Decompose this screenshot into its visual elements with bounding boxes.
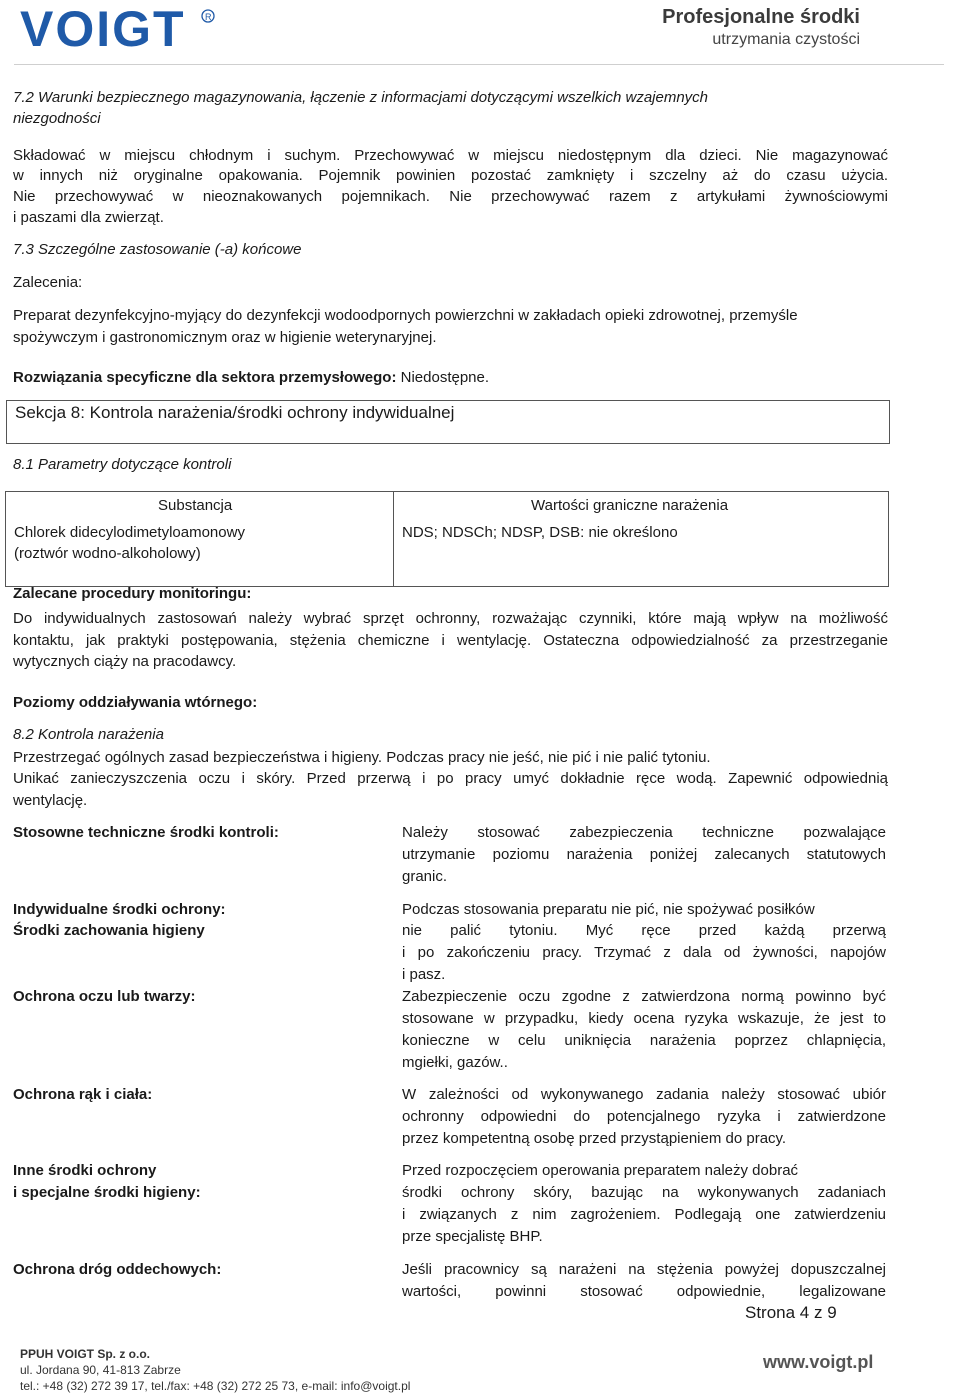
- control-text-line: mgiełki, gazów..: [402, 1054, 508, 1071]
- control-text-line: Podczas stosowania preparatu nie pić, nie spożywać posiłków: [402, 901, 815, 918]
- control-text-line: ochronny odpowiedni do potencjalnego ryzyka i zatwierdzone: [402, 1108, 886, 1125]
- control-label: Stosowne techniczne środki kontroli:: [13, 824, 279, 841]
- exposure-control-line: Unikać zanieczyszczenia oczu i skóry. Przed przerwą i po pracy umyć dokładnie ręce wodą. Zapewnić odpowiednią: [13, 770, 888, 787]
- control-text-line: Jeśli pracownicy są narażeni na stężenia powyżej dopuszczalnej: [402, 1261, 886, 1278]
- section-8-box: [6, 400, 890, 444]
- control-text-line: Przed rozpoczęciem operowania preparatem należy dobrać: [402, 1162, 799, 1179]
- control-text-line: W zależności od wykonywanego zadania należy stosować ubiór: [402, 1086, 886, 1103]
- footer-contact: [20, 1346, 410, 1394]
- section-7-3-heading: 7.3 Szczególne zastosowanie (-a) końcowe: [13, 241, 302, 258]
- header-divider: [14, 64, 944, 65]
- control-label: Inne środki ochrony: [13, 1162, 157, 1179]
- table-cell-substance-cont: (roztwór wodno-alkoholowy): [14, 545, 201, 562]
- logo-text: VOIGT: [20, 4, 186, 52]
- sector-label: Rozwiązania specyficzne dla sektora przemysłowego:: [13, 369, 397, 386]
- footer-website-link[interactable]: www.voigt.pl: [763, 1352, 874, 1372]
- control-text-line: granic.: [402, 868, 448, 885]
- exposure-control-line: wentylację.: [13, 792, 88, 809]
- section-8-2-heading: 8.2 Kontrola narażenia: [13, 726, 164, 743]
- control-label: Ochrona oczu lub twarzy:: [13, 988, 196, 1005]
- section-8-1-heading: 8.1 Parametry dotyczące kontroli: [13, 456, 232, 473]
- use-text-line: Preparat dezynfekcyjno-myjący do dezynfekcji wodoodpornych powierzchni w zakładach opieki zdrowotnej, przemyśle: [13, 307, 798, 324]
- monitoring-text-line: kontaktu, jak praktyki postępowania, stężenia chemiczne i wentylację. Ostateczna odpowiedzialność za przestrzeganie: [13, 632, 888, 649]
- table-header-substance: Substancja: [158, 497, 233, 514]
- control-label-cont: Środki zachowania higieny: [13, 922, 205, 939]
- table-divider: [393, 492, 394, 586]
- monitoring-text-line: wytycznych ciąży na pracodawcy.: [13, 653, 237, 670]
- footer-address: ul. Jordana 90, 41-813 Zabrze: [20, 1363, 181, 1377]
- header-title: Profesjonalne środki: [662, 6, 860, 28]
- control-text-line: Należy stosować zabezpieczenia techniczne pozwalające: [402, 824, 886, 841]
- section-7-2-heading: 7.2 Warunki bezpiecznego magazynowania, łączenie z informacjami dotyczącymi wszelkich wzajemnych: [13, 89, 709, 106]
- monitoring-text-line: Do indywidualnych zastosowań należy wybrać sprzęt ochronny, rozważając czynniki, które mają wpływ na możliwość: [13, 610, 888, 627]
- sector-solutions: [13, 368, 489, 388]
- storage-text-line: Składować w miejscu chłodnym i suchym. Przechowywać w miejscu niedostępnym dla dzieci. Nie magazynować: [13, 147, 888, 164]
- table-cell-substance: Chlorek didecylodimetyloamonowy: [14, 524, 245, 541]
- control-label: Indywidualne środki ochrony:: [13, 901, 226, 918]
- section-8-title: Sekcja 8: Kontrola narażenia/środki ochrony indywidualnej: [15, 403, 455, 422]
- control-text-line: i pasz.: [402, 966, 446, 983]
- control-label: Ochrona dróg oddechowych:: [13, 1261, 222, 1278]
- monitoring-label: Zalecane procedury monitoringu:: [13, 585, 252, 602]
- control-label: Ochrona rąk i ciała:: [13, 1086, 153, 1103]
- storage-text-line: i paszami dla zwierząt.: [13, 209, 164, 226]
- header-subtitle: utrzymania czystości: [712, 31, 860, 48]
- exposure-limits-table: [5, 491, 889, 587]
- control-text-line: przez kompetentną osobę przed przystąpieniem do pracy.: [402, 1130, 787, 1147]
- control-text-line: utrzymanie poziomu narażenia poniżej zalecanych statutowych: [402, 846, 886, 863]
- control-text-line: wartości, powinni stosować odpowiednie, legalizowane: [402, 1283, 886, 1300]
- control-text-line: i związanych z nim zagrożeniem. Podlegają one zatwierdzeniu: [402, 1206, 886, 1223]
- recommendations-label: Zalecenia:: [13, 274, 83, 291]
- control-text-line: konieczne w celu uniknięcia narażenia poprzez chlapnięcia,: [402, 1032, 886, 1049]
- storage-text-line: Nie przechowywać w nieoznakowanych pojemnikach. Nie przechowywać razem z artykułami żywnościowymi: [13, 188, 888, 205]
- section-7-2-heading-cont: niezgodności: [13, 110, 101, 127]
- control-text-line: stosowane w przypadku, kiedy ocena ryzyka wskazuje, że jest to: [402, 1010, 886, 1027]
- svg-text:R: R: [205, 12, 212, 22]
- sector-value: Niedostępne.: [396, 369, 490, 386]
- control-label-cont: i specjalne środki higieny:: [13, 1184, 201, 1201]
- table-header-limits: Wartości graniczne narażenia: [531, 497, 729, 514]
- control-text-line: środki ochrony skóry, bazując na wykonywanych zadaniach: [402, 1184, 886, 1201]
- page-number: Strona 4 z 9: [745, 1303, 837, 1322]
- control-text-line: prze specjalistę BHP.: [402, 1228, 543, 1245]
- use-text-line: spożywczym i gastronomicznym oraz w higienie weterynaryjnej.: [13, 329, 437, 346]
- table-cell-limits: NDS; NDSCh; NDSP, DSB: nie określono: [402, 524, 678, 541]
- control-text-line: nie palić tytoniu. Myć ręce przed każdą przerwą: [402, 922, 886, 939]
- exposure-control-line: Przestrzegać ogólnych zasad bezpieczeństwa i higieny. Podczas pracy nie jeść, nie pić i nie palić tytoniu.: [13, 749, 711, 766]
- storage-text-line: w innych niż oryginalne opakowania. Pojemnik powinien pozostać zamknięty i szczelny aż do czasu użycia.: [13, 167, 888, 184]
- footer-company: PPUH VOIGT Sp. z o.o.: [20, 1347, 151, 1361]
- control-text-line: Zabezpieczenie oczu zgodne z zatwierdzona normą powinno być: [402, 988, 886, 1005]
- secondary-levels-label: Poziomy oddziaływania wtórnego:: [13, 694, 258, 711]
- control-text-line: i po zakończeniu pracy. Trzymać z dala od żywności, napojów: [402, 944, 886, 961]
- voigt-logo: [20, 4, 220, 52]
- footer-phones: tel.: +48 (32) 272 39 17, tel./fax: +48 (32) 272 25 73, e-mail: info@voigt.pl: [20, 1379, 411, 1393]
